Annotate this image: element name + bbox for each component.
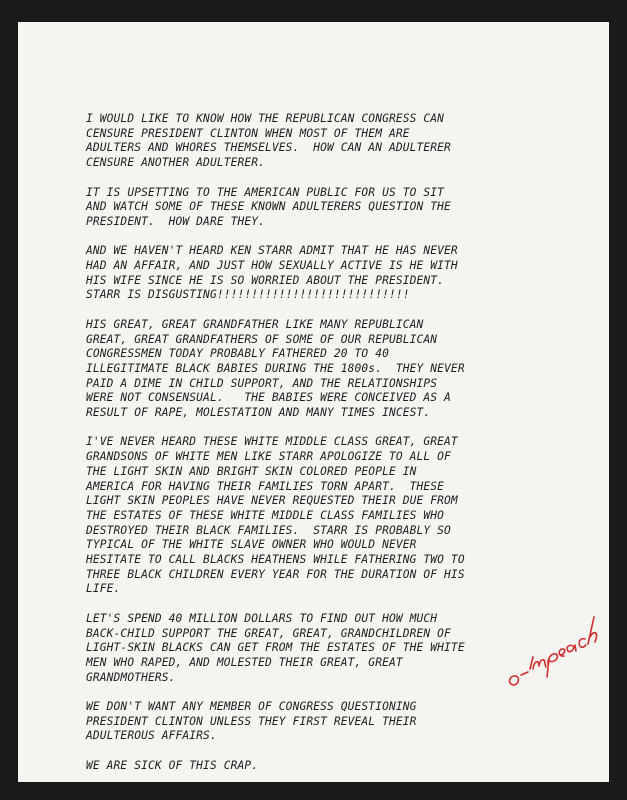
text-line: IT IS UPSETTING TO THE AMERICAN PUBLIC FOR US TO SIT bbox=[86, 185, 445, 199]
text-line: LIGHT-SKIN BLACKS CAN GET FROM THE ESTATES OF THE WHITE bbox=[86, 641, 465, 655]
text-line: AND WE HAVEN'T HEARD KEN STARR ADMIT THAT HE HAS NEVER bbox=[86, 244, 458, 258]
text-line: WE DON'T WANT ANY MEMBER OF CONGRESS QUESTIONING bbox=[86, 700, 417, 714]
text-line: CENSURE ANOTHER ADULTERER. bbox=[86, 156, 266, 170]
text-line: WE ARE SICK OF THIS CRAP. bbox=[86, 758, 259, 772]
text-line: HIS WIFE SINCE HE IS SO WORRIED ABOUT THE PRESIDENT. bbox=[86, 273, 445, 287]
text-line: I WOULD LIKE TO KNOW HOW THE REPUBLICAN CONGRESS CAN bbox=[86, 112, 445, 125]
text-line: HIS GREAT, GREAT GRANDFATHER LIKE MANY REPUBLICAN bbox=[86, 317, 424, 331]
text-line: THE LIGHT SKIN AND BRIGHT SKIN COLORED PEOPLE IN bbox=[86, 464, 417, 478]
text-line: LET'S SPEND 40 MILLION DOLLARS TO FIND OUT HOW MUCH bbox=[86, 611, 438, 625]
text-line: CENSURE PRESIDENT CLINTON WHEN MOST OF THEM ARE bbox=[86, 126, 410, 140]
text-line: ADULTEROUS AFFAIRS. bbox=[86, 729, 217, 743]
text-line: RESULT OF RAPE, MOLESTATION AND MANY TIMES INCEST. bbox=[86, 406, 431, 420]
paragraph bbox=[86, 244, 556, 303]
text-line: ILLEGITIMATE BLACK BABIES DURING THE 1800s. THEY NEVER bbox=[86, 361, 465, 375]
paragraph bbox=[86, 435, 556, 597]
text-line: PRESIDENT CLINTON UNLESS THEY FIRST REVEAL THEIR bbox=[86, 714, 417, 728]
text-line: STARR IS DISGUSTING!!!!!!!!!!!!!!!!!!!!!!!!!!!! bbox=[86, 288, 410, 302]
letter-page bbox=[18, 22, 609, 782]
text-line: AND WATCH SOME OF THESE KNOWN ADULTERERS QUESTION THE bbox=[86, 200, 451, 214]
text-line: MEN WHO RAPED, AND MOLESTED THEIR GREAT, GREAT bbox=[86, 655, 403, 669]
text-line: HAD AN AFFAIR, AND JUST HOW SEXUALLY ACTIVE IS HE WITH bbox=[86, 259, 458, 272]
text-line: I'VE NEVER HEARD THESE WHITE MIDDLE CLASS GREAT, GREAT bbox=[86, 435, 458, 449]
text-line: CONGRESSMEN TODAY PROBABLY FATHERED 20 TO 40 bbox=[86, 347, 389, 361]
text-line: LIFE. bbox=[86, 582, 121, 596]
text-line: WERE NOT CONSENSUAL. THE BABIES WERE CONCEIVED AS A bbox=[86, 391, 451, 405]
paragraph bbox=[86, 112, 556, 171]
paragraph bbox=[86, 700, 556, 744]
text-line: PAID A DIME IN CHILD SUPPORT, AND THE RELATIONSHIPS bbox=[86, 376, 438, 390]
text-line: ADULTERS AND WHORES THEMSELVES. HOW CAN AN ADULTERER bbox=[86, 141, 451, 155]
text-line: HESITATE TO CALL BLACKS HEATHENS WHILE FATHERING TWO TO bbox=[86, 553, 465, 567]
handwritten-annotation bbox=[484, 587, 624, 697]
text-line: DESTROYED THEIR BLACK FAMILIES. STARR IS PROBABLY SO bbox=[86, 523, 451, 537]
paragraph bbox=[86, 186, 556, 230]
paragraph bbox=[86, 759, 556, 774]
text-line: GRANDMOTHERS. bbox=[86, 670, 176, 684]
text-line: THE ESTATES OF THESE WHITE MIDDLE CLASS FAMILIES WHO bbox=[86, 508, 445, 522]
text-line: GREAT, GREAT GRANDFATHERS OF SOME OF OUR REPUBLICAN bbox=[86, 332, 438, 346]
text-line: THREE BLACK CHILDREN EVERY YEAR FOR THE DURATION OF HIS bbox=[86, 567, 465, 581]
text-line: BACK-CHILD SUPPORT THE GREAT, GREAT, GRANDCHILDREN OF bbox=[86, 626, 451, 640]
text-line: PRESIDENT. HOW DARE THEY. bbox=[86, 214, 266, 228]
text-line: GRANDSONS OF WHITE MEN LIKE STARR APOLOGIZE TO ALL OF bbox=[86, 450, 451, 464]
text-line: TYPICAL OF THE WHITE SLAVE OWNER WHO WOULD NEVER bbox=[86, 538, 417, 552]
paragraph bbox=[86, 318, 556, 421]
text-line: AMERICA FOR HAVING THEIR FAMILIES TORN APART. THESE bbox=[86, 479, 445, 493]
text-line: LIGHT SKIN PEOPLES HAVE NEVER REQUESTED THEIR DUE FROM bbox=[86, 494, 458, 508]
